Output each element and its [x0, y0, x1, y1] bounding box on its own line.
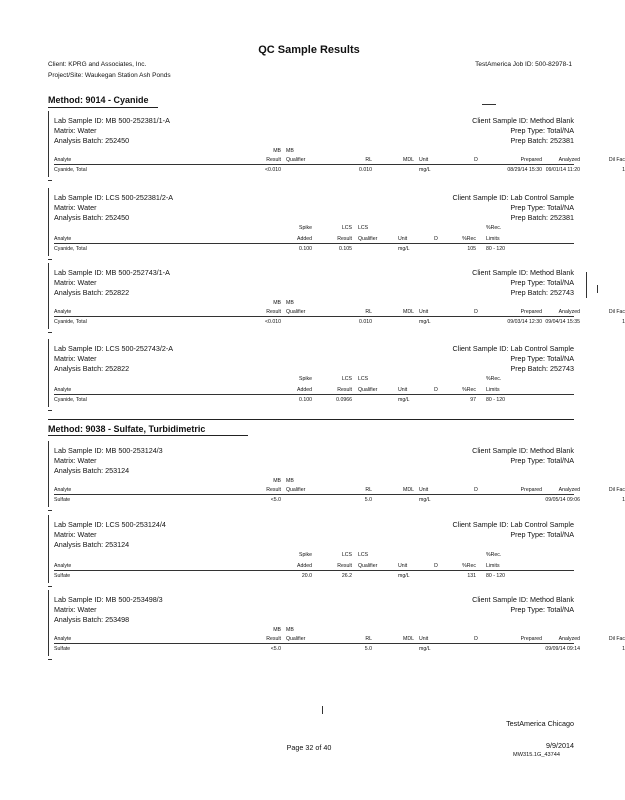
- column-header-top: Spike: [299, 225, 312, 231]
- job-id: TestAmerica Job ID: 500-82978-1: [475, 61, 572, 68]
- column-header: Result: [337, 236, 352, 242]
- block-bracket-tick: [48, 259, 52, 260]
- column-header: MDL: [403, 636, 414, 642]
- analysis-batch: Analysis Batch: 252450: [54, 136, 130, 145]
- client-sample-id: Client Sample ID: Method Blank: [472, 446, 574, 455]
- client-sample-id: Client Sample ID: Method Blank: [472, 268, 574, 277]
- column-header: D: [474, 157, 478, 163]
- method-blank-block: [48, 590, 625, 660]
- column-header: Qualifier: [358, 563, 378, 569]
- scan-mark: [482, 104, 496, 105]
- lab-sample-id: Lab Sample ID: MB 500-253124/3: [54, 446, 163, 455]
- column-header: MDL: [403, 157, 414, 163]
- table-cell: 26.2: [341, 573, 352, 579]
- lab-sample-id: Lab Sample ID: MB 500-252381/1-A: [54, 116, 170, 125]
- footer-lab-name: TestAmerica Chicago: [506, 719, 574, 728]
- column-header: Result: [266, 636, 281, 642]
- column-header: Added: [296, 387, 312, 393]
- block-bracket-tick: [48, 332, 52, 333]
- matrix: Matrix: Water: [54, 203, 97, 212]
- method-heading: Method: 9014 - Cyanide: [48, 95, 149, 105]
- column-header: Analyzed: [558, 636, 580, 642]
- column-header: Limits: [486, 387, 500, 393]
- column-header: %Rec: [462, 236, 476, 242]
- prep-batch: Prep Batch: 252381: [510, 213, 574, 222]
- column-header: Dil Fac: [608, 636, 625, 642]
- column-header: Analyzed: [558, 487, 580, 493]
- method-underline: [48, 107, 158, 108]
- column-header: D: [434, 387, 438, 393]
- table-cell: Cyanide, Total: [54, 397, 87, 403]
- column-header: Analyte: [54, 309, 72, 315]
- column-header: Unit: [419, 487, 429, 493]
- table-cell: 0.100: [299, 246, 312, 252]
- header-rule: [54, 570, 574, 571]
- column-header: Qualifier: [286, 309, 306, 315]
- column-header: Result: [337, 387, 352, 393]
- column-header-top: %Rec.: [486, 376, 502, 382]
- table-cell: 0.0966: [336, 397, 352, 403]
- column-header: Added: [296, 563, 312, 569]
- column-header: Unit: [398, 563, 408, 569]
- table-cell: Cyanide, Total: [54, 246, 87, 252]
- lcs-block: [48, 515, 574, 587]
- block-bracket: [48, 590, 49, 656]
- block-bracket: [48, 111, 49, 177]
- table-cell: mg/L: [398, 246, 410, 252]
- table-cell: mg/L: [419, 646, 431, 652]
- lab-sample-id: Lab Sample ID: LCS 500-252743/2-A: [54, 344, 174, 353]
- header-rule: [54, 243, 574, 244]
- column-header: Qualifier: [358, 236, 378, 242]
- table-cell: 09/03/14 12:30: [507, 319, 542, 325]
- method-heading: Method: 9038 - Sulfate, Turbidimetric: [48, 424, 206, 434]
- table-cell: 09/04/14 15:35: [545, 319, 580, 325]
- block-bracket-tick: [48, 659, 52, 660]
- column-header-top: %Rec.: [486, 552, 502, 558]
- column-header: RL: [365, 309, 372, 315]
- client-sample-id: Client Sample ID: Lab Control Sample: [452, 193, 574, 202]
- column-header: Qualifier: [286, 157, 306, 163]
- table-cell: mg/L: [398, 397, 410, 403]
- analysis-batch: Analysis Batch: 252450: [54, 213, 130, 222]
- column-header: Analyzed: [558, 157, 580, 163]
- footer-page-number: Page 32 of 40: [286, 743, 332, 752]
- column-header: Unit: [419, 636, 429, 642]
- block-bracket: [48, 515, 49, 583]
- column-header-top: LCS: [358, 552, 369, 558]
- column-header: Result: [266, 157, 281, 163]
- column-header: Prepared: [520, 487, 542, 493]
- column-header: Analyzed: [558, 309, 580, 315]
- column-header-top: Spike: [299, 552, 312, 558]
- footer-date: 9/9/2014: [546, 741, 574, 750]
- column-header: Prepared: [520, 309, 542, 315]
- column-header: Result: [266, 309, 281, 315]
- block-bracket: [48, 441, 49, 507]
- table-cell: 80 - 120: [486, 246, 506, 252]
- prep-type: Prep Type: Total/NA: [510, 203, 574, 212]
- header-rule: [54, 316, 574, 317]
- block-bracket-tick: [48, 586, 52, 587]
- column-header-top: MB: [286, 478, 294, 484]
- table-cell: <0.010: [264, 167, 281, 173]
- method-blank-block: [48, 111, 625, 181]
- analysis-batch: Analysis Batch: 252822: [54, 364, 130, 373]
- column-header: Dil Fac: [608, 157, 625, 163]
- table-cell: 09/05/14 09:06: [545, 497, 580, 503]
- column-header: Analyte: [54, 563, 72, 569]
- block-bracket: [48, 263, 49, 329]
- block-bracket-tick: [48, 180, 52, 181]
- column-header: Result: [337, 563, 352, 569]
- prep-type: Prep Type: Total/NA: [510, 605, 574, 614]
- column-header: Unit: [398, 387, 408, 393]
- matrix: Matrix: Water: [54, 278, 97, 287]
- matrix: Matrix: Water: [54, 530, 97, 539]
- block-bracket: [48, 188, 49, 256]
- table-cell: <5.0: [270, 497, 281, 503]
- prep-type: Prep Type: Total/NA: [510, 126, 574, 135]
- table-cell: 0.100: [299, 397, 312, 403]
- column-header: Prepared: [520, 636, 542, 642]
- column-header: %Rec: [462, 387, 476, 393]
- prep-type: Prep Type: Total/NA: [510, 456, 574, 465]
- table-cell: 09/01/14 11:20: [545, 167, 580, 173]
- table-cell: 5.0: [364, 497, 372, 503]
- column-header-top: LCS: [341, 225, 352, 231]
- column-header-top: LCS: [341, 376, 352, 382]
- column-header: D: [434, 236, 438, 242]
- table-cell: mg/L: [419, 319, 431, 325]
- block-bracket-tick: [48, 510, 52, 511]
- prep-type: Prep Type: Total/NA: [510, 278, 574, 287]
- header-rule: [54, 494, 574, 495]
- method-underline: [48, 435, 248, 436]
- lcs-block: [48, 339, 574, 411]
- column-header: Result: [266, 487, 281, 493]
- prep-type: Prep Type: Total/NA: [510, 530, 574, 539]
- method-blank-block: [48, 263, 625, 333]
- prep-batch: Prep Batch: 252743: [510, 288, 574, 297]
- table-cell: Cyanide, Total: [54, 167, 87, 173]
- column-header: Analyte: [54, 236, 72, 242]
- table-cell: 0.010: [359, 319, 372, 325]
- prep-batch: Prep Batch: 252743: [510, 364, 574, 373]
- column-header-top: MB: [273, 478, 281, 484]
- column-header: %Rec: [462, 563, 476, 569]
- matrix: Matrix: Water: [54, 605, 97, 614]
- table-cell: 09/09/14 09:14: [545, 646, 580, 652]
- column-header: D: [474, 487, 478, 493]
- client-name: Client: KPRG and Associates, Inc.: [48, 61, 147, 68]
- prep-batch: Prep Batch: 252381: [510, 136, 574, 145]
- client-sample-id: Client Sample ID: Lab Control Sample: [452, 520, 574, 529]
- column-header: Dil Fac: [608, 487, 625, 493]
- column-header-top: MB: [273, 627, 281, 633]
- column-header: Prepared: [520, 157, 542, 163]
- column-header: Dil Fac: [608, 309, 625, 315]
- table-cell: <0.010: [264, 319, 281, 325]
- column-header: RL: [365, 636, 372, 642]
- table-cell: Sulfate: [54, 646, 71, 652]
- column-header: Unit: [419, 309, 429, 315]
- client-sample-id: Client Sample ID: Method Blank: [472, 595, 574, 604]
- matrix: Matrix: Water: [54, 354, 97, 363]
- lcs-block: [48, 188, 574, 260]
- table-cell: 1: [622, 497, 625, 503]
- column-header: D: [434, 563, 438, 569]
- client-sample-id: Client Sample ID: Lab Control Sample: [452, 344, 574, 353]
- table-cell: 0.105: [339, 246, 352, 252]
- column-header: Added: [296, 236, 312, 242]
- analysis-batch: Analysis Batch: 253124: [54, 540, 130, 549]
- scan-mark: [322, 706, 323, 714]
- table-cell: 105: [467, 246, 476, 252]
- column-header-top: LCS: [358, 376, 369, 382]
- table-cell: Sulfate: [54, 573, 71, 579]
- matrix: Matrix: Water: [54, 126, 97, 135]
- column-header-top: MB: [286, 300, 294, 306]
- table-cell: 1: [622, 319, 625, 325]
- table-cell: 20.0: [301, 573, 312, 579]
- column-header: Analyte: [54, 387, 72, 393]
- header-rule: [54, 394, 574, 395]
- lab-sample-id: Lab Sample ID: MB 500-252743/1-A: [54, 268, 170, 277]
- column-header: Qualifier: [286, 487, 306, 493]
- column-header: D: [474, 309, 478, 315]
- method-blank-block: [48, 441, 625, 511]
- column-header: Qualifier: [358, 387, 378, 393]
- header-rule: [54, 164, 574, 165]
- column-header: D: [474, 636, 478, 642]
- table-cell: 08/29/14 15:30: [507, 167, 542, 173]
- table-cell: Cyanide, Total: [54, 319, 87, 325]
- table-cell: 131: [467, 573, 476, 579]
- analysis-batch: Analysis Batch: 253498: [54, 615, 130, 624]
- table-cell: mg/L: [419, 167, 431, 173]
- column-header-top: MB: [286, 627, 294, 633]
- table-cell: 5.0: [364, 646, 372, 652]
- column-header-top: MB: [273, 300, 281, 306]
- column-header: Analyte: [54, 487, 72, 493]
- column-header: MDL: [403, 487, 414, 493]
- table-cell: 97: [470, 397, 476, 403]
- block-bracket: [48, 339, 49, 407]
- analysis-batch: Analysis Batch: 252822: [54, 288, 130, 297]
- table-cell: 80 - 120: [486, 397, 506, 403]
- table-cell: <5.0: [270, 646, 281, 652]
- column-header: MDL: [403, 309, 414, 315]
- header-rule: [54, 643, 574, 644]
- scan-mark: [597, 285, 598, 293]
- project-site: Project/Site: Waukegan Station Ash Ponds: [48, 72, 171, 79]
- column-header-top: Spike: [299, 376, 312, 382]
- column-header: Analyte: [54, 157, 72, 163]
- table-cell: 0.010: [359, 167, 372, 173]
- column-header-top: LCS: [358, 225, 369, 231]
- lab-sample-id: Lab Sample ID: LCS 500-252381/2-A: [54, 193, 174, 202]
- table-cell: 1: [622, 167, 625, 173]
- block-bracket-tick: [48, 410, 52, 411]
- page-title: QC Sample Results: [258, 44, 360, 56]
- column-header: Analyte: [54, 636, 72, 642]
- table-cell: mg/L: [398, 573, 410, 579]
- column-header-top: LCS: [341, 552, 352, 558]
- lab-sample-id: Lab Sample ID: LCS 500-253124/4: [54, 520, 166, 529]
- footer-doc-id: MW315.1G_43744: [513, 752, 560, 758]
- client-sample-id: Client Sample ID: Method Blank: [472, 116, 574, 125]
- scan-mark: [586, 272, 587, 298]
- column-header: Qualifier: [286, 636, 306, 642]
- analysis-batch: Analysis Batch: 253124: [54, 466, 130, 475]
- table-cell: 80 - 120: [486, 573, 506, 579]
- column-header-top: MB: [273, 148, 281, 154]
- table-cell: Sulfate: [54, 497, 71, 503]
- column-header: RL: [365, 157, 372, 163]
- prep-type: Prep Type: Total/NA: [510, 354, 574, 363]
- column-header: RL: [365, 487, 372, 493]
- column-header-top: %Rec.: [486, 225, 502, 231]
- column-header: Limits: [486, 236, 500, 242]
- column-header-top: MB: [286, 148, 294, 154]
- lab-sample-id: Lab Sample ID: MB 500-253498/3: [54, 595, 163, 604]
- column-header: Unit: [398, 236, 408, 242]
- matrix: Matrix: Water: [54, 456, 97, 465]
- table-cell: mg/L: [419, 497, 431, 503]
- method-separator-line: [48, 419, 574, 420]
- table-cell: 1: [622, 646, 625, 652]
- column-header: Unit: [419, 157, 429, 163]
- column-header: Limits: [486, 563, 500, 569]
